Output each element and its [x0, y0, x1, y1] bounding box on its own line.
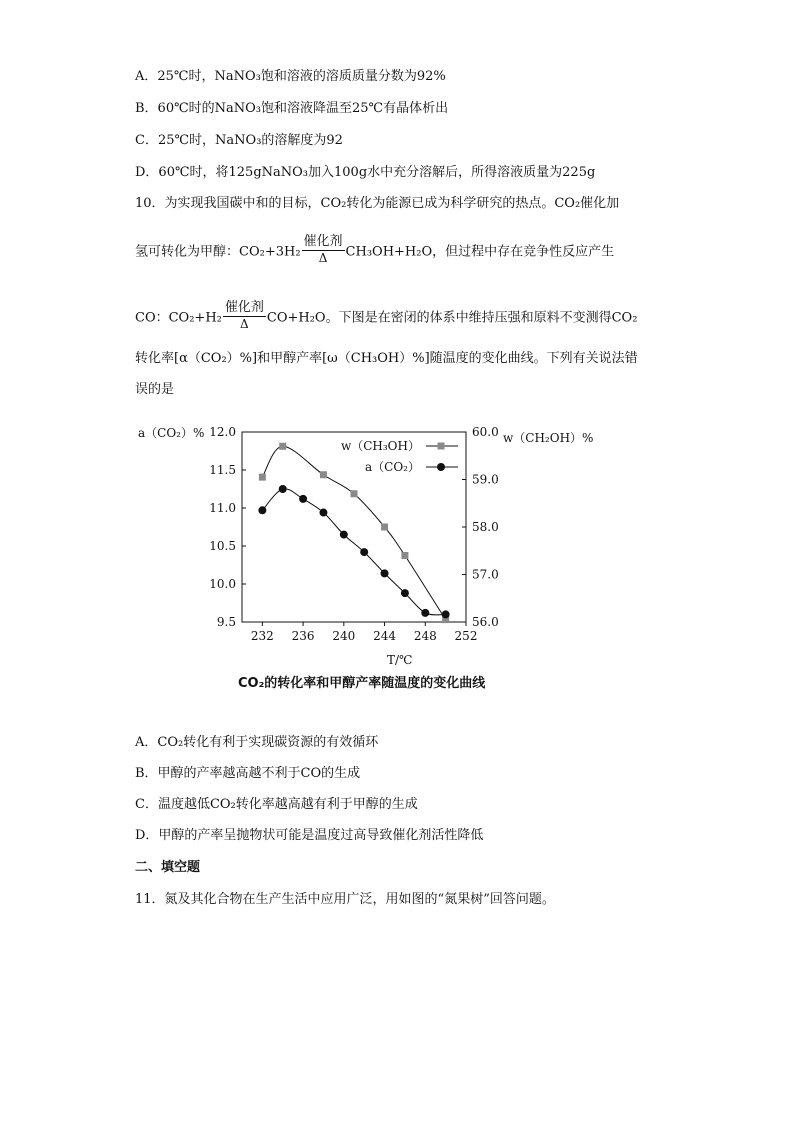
y-right-tick-label: 59.0 — [472, 472, 499, 487]
chart-caption: CO₂的转化率和甲醇产率随温度的变化曲线 — [238, 676, 486, 691]
conversion-yield-chart — [0, 420, 794, 667]
heat-symbol: Δ — [240, 317, 249, 331]
data-point-circle — [421, 609, 429, 617]
data-point-circle — [442, 610, 450, 618]
question-10-line4: 转化率[α（CO₂）%]和甲醇产率[ω（CH₃OH）%]随温度的变化曲线。下列有关说法错 — [135, 351, 638, 366]
option-10a: A．CO₂转化有利于实现碳资源的有效循环 — [135, 735, 379, 750]
legend-marker-square — [438, 443, 445, 450]
question-10-line2 — [135, 236, 614, 268]
data-point-square — [320, 471, 327, 478]
reaction-condition-1 — [302, 234, 345, 266]
y-left-tick-label: 11.0 — [209, 501, 236, 515]
data-point-square — [401, 552, 408, 559]
y-right-tick-label: 56.0 — [472, 615, 499, 629]
question-10-line3 — [135, 302, 637, 334]
question-10-line5: 误的是 — [135, 382, 175, 397]
data-point-square — [259, 474, 266, 481]
y-right-tick-label: 60.0 — [472, 425, 499, 439]
x-tick-label: 248 — [413, 629, 437, 643]
heat-symbol: Δ — [318, 251, 328, 265]
legend-marker-circle — [437, 463, 445, 471]
legend-label: a（CO₂） — [365, 460, 420, 474]
data-point-circle — [381, 569, 389, 577]
data-point-square — [279, 443, 286, 450]
catalyst-label: 催化剂 — [224, 300, 264, 315]
x-tick-label: 236 — [291, 629, 315, 643]
data-point-circle — [401, 589, 409, 597]
option-9a: A．25℃时，NaNO₃饱和溶液的溶质质量分数为92% — [135, 69, 446, 84]
x-tick-label: 244 — [373, 629, 396, 643]
series-line-1 — [262, 489, 445, 615]
equation-products-1: CH₃OH+H₂O，但过程中存在竞争性反应产生 — [345, 244, 615, 260]
data-point-circle — [340, 531, 348, 539]
question-10-line1: 10．为实现我国碳中和的目标，CO₂转化为能源已成为科学研究的热点。CO₂催化加 — [135, 196, 620, 211]
y-left-tick-label: 11.5 — [209, 463, 236, 477]
y-right-tick-label: 58.0 — [472, 520, 499, 534]
option-9c: C．25℃时，NaNO₃的溶解度为92 — [135, 133, 343, 148]
data-point-circle — [360, 548, 368, 556]
data-point-circle — [299, 495, 307, 503]
equation-reactants-1: 氢可转化为甲醇：CO₂+3H₂ — [135, 244, 301, 260]
option-9b: B．60℃时的NaNO₃饱和溶液降温至25℃有晶体析出 — [135, 101, 449, 116]
x-tick-label: 232 — [250, 629, 274, 643]
section-title: 二、填空题 — [135, 860, 201, 875]
data-point-square — [351, 490, 358, 497]
plot-frame — [242, 432, 466, 622]
data-point-square — [381, 524, 388, 531]
y-left-tick-label: 9.5 — [216, 615, 236, 629]
catalyst-label: 催化剂 — [303, 234, 343, 249]
option-10c: C．温度越低CO₂转化率越高越有利于甲醇的生成 — [135, 797, 418, 812]
y-left-tick-label: 10.5 — [209, 539, 236, 553]
x-tick-label: 240 — [332, 629, 356, 643]
reaction-condition-2 — [223, 300, 266, 332]
x-tick-label: 252 — [454, 629, 478, 643]
data-point-circle — [258, 506, 266, 514]
y-left-axis-label: a（CO₂）% — [138, 426, 205, 440]
y-left-tick-label: 10.0 — [209, 577, 236, 591]
legend-label: w（CH₃OH） — [340, 439, 420, 453]
y-left-tick-label: 12.0 — [209, 425, 236, 439]
y-right-tick-label: 57.0 — [472, 567, 499, 582]
data-point-circle — [319, 509, 327, 517]
y-right-axis-label: w（CH₂OH）% — [503, 431, 594, 445]
equation-reactants-2: CO：CO₂+H₂ — [135, 310, 222, 326]
question-11: 11．氮及其化合物在生产生活中应用广泛，用如图的“氮果树”回答问题。 — [135, 892, 555, 907]
equation-products-2: CO+H₂O。下图是在密闭的体系中维持压强和原料不变测得CO₂ — [266, 310, 638, 326]
x-axis-label: T/℃ — [387, 653, 413, 667]
option-9d: D．60℃时，将125gNaNO₃加入100g水中充分溶解后，所得溶液质量为225g — [135, 165, 596, 180]
option-10d: D．甲醇的产率呈抛物状可能是温度过高导致催化剂活性降低 — [135, 828, 484, 843]
data-point-circle — [279, 485, 287, 493]
option-10b: B．甲醇的产率越高越不利于CO的生成 — [135, 766, 361, 781]
